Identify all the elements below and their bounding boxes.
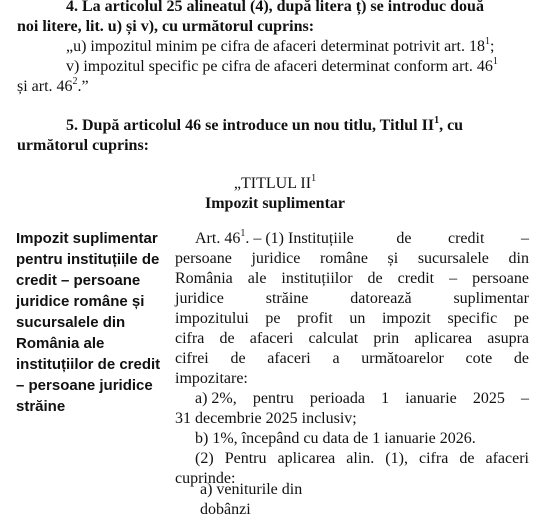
article-word: impozit [381,310,431,327]
letter-u-text: „u) impozitul minim pe cifra de afaceri determinat potrivit art. 18 [66,38,485,55]
title-label-sup: 1 [311,172,317,184]
article-word: pe [265,310,281,327]
article-word: 1 [381,390,390,407]
marginal-note-line: – persoane juridice [16,377,153,394]
article-word: instituțiilor [281,270,353,287]
marginal-note-line: credit – persoane [16,272,141,289]
amendment-4-heading-line-1: 4. La articolul 25 alineatul (4), după litera ț) se introduc două [66,0,484,15]
article-word: Pentru [224,450,267,467]
marginal-note-line: România ale [16,335,105,352]
article-word: a [332,350,340,367]
marginal-note-line: pentru instituțiile de [16,251,160,268]
article-word: suplimentar [453,290,529,307]
article-line-1 [195,229,529,249]
article-word: a) 2%, [195,390,237,407]
article-word: credit [448,230,485,247]
article-word: specific [447,310,498,327]
article-word: ale [247,270,267,287]
article-word: și [387,250,399,267]
article-word: aplicarea [277,450,336,467]
article-number-text: Art. 46 [195,230,241,247]
article-word: sucursalele [417,250,489,267]
marginal-note-line: sucursalele din [16,314,126,331]
article-line-3 [175,269,529,289]
article-line-8: impozitare: [175,370,248,387]
article-word: România [175,270,233,287]
amendment-4-letter-u [66,37,494,57]
amendment-5-heading-sup: 1 [434,114,440,126]
article-paragraph-2-continued: cuprinde: [175,470,236,487]
article-word: persoane [175,250,232,267]
article-word: juridice [251,250,301,267]
article-word: de [367,270,383,287]
article-word: afaceri [267,350,311,367]
article-word: ianuarie [405,390,457,407]
amendment-5-heading-line-2: următorul cuprins: [17,137,149,154]
letter-v-sup: 1 [492,55,498,67]
article-word: de [230,350,246,367]
amendment-5-heading-line-1 [66,116,463,136]
article-word: profit [297,310,333,327]
article-line-7 [175,349,529,369]
letter-v2-text: și art. 46 [17,78,73,95]
article-letter-a [195,389,529,409]
article-word: – [520,230,529,247]
amendment-5-heading-end: , cu [439,117,464,134]
marginal-note-line: Impozit suplimentar [16,230,158,247]
article-word: datorează [350,290,412,307]
letter-v2-end: .” [77,78,89,95]
cut-off-text: a) veniturile din dobânzi [200,481,303,518]
article-word: (1), [385,450,408,467]
article-line-6 [175,329,529,349]
article-word: pe [513,310,529,327]
article-word: impozitului [175,310,249,327]
article-line-5 [175,309,529,329]
letter-v2-sup: 2 [72,75,78,87]
article-paragraph-2 [195,449,529,469]
article-word: cifra [175,330,205,347]
article-word: juridice [175,290,224,307]
marginal-note-line: juridice române și [16,293,145,310]
article-word: – [449,270,458,287]
amendment-4-heading-line-2: noi litere, lit. u) și v), cu următorul cuprins: [17,18,315,35]
article-word: cifra [418,450,449,467]
article-word: pentru [252,390,294,407]
article-word: aplicarea [414,330,473,347]
marginal-note-line: străine [16,398,66,415]
article-word: asupra [487,330,529,347]
title-label [150,174,400,194]
article-word: – [521,390,529,407]
letter-u-end: ; [489,38,495,55]
article-word: de [219,330,235,347]
article-line-2 [175,249,529,269]
article-word: . – (1) Instituțiile [245,230,354,247]
letter-u-sup: 1 [484,35,490,47]
article-word: alin. [346,450,375,467]
article-word: un [349,310,366,327]
article-number-sup: 1 [240,227,246,239]
title-label-text: „TITLUL II [233,175,312,192]
article-word: următoarelor [361,350,444,367]
marginal-note [16,228,176,417]
article-word: credit [397,270,435,287]
article-word: perioada [309,390,365,407]
article-word: române [319,250,368,267]
article-word: afaceri [249,330,294,347]
article-word: de [513,350,529,367]
amendment-5-heading-text: 5. După articolul 46 se introduce un nou titlu, Titlul II [66,117,435,134]
article-word: prin [373,330,400,347]
letter-v-text: v) impozitul specific pe cifra de afaceri determinat conform art. 46 [66,58,493,75]
article-word: afaceri [485,450,529,467]
article-letter-b: b) 1%, începând cu data de 1 ianuarie 2026. [195,430,476,447]
article-word: de [459,450,475,467]
article-word: (2) [195,450,214,467]
title-name: Impozit suplimentar [205,195,345,212]
article-word: cifrei [175,350,209,367]
article-line-4 [175,289,529,309]
article-letter-a-continued: 31 decembrie 2025 inclusiv; [175,410,357,427]
amendment-4-letter-v [66,57,498,77]
article-word: de [396,230,412,247]
article-word: 2025 [472,390,505,407]
amendment-4-letter-v-continued [17,77,89,97]
article-word: cote [465,350,493,367]
article-word: străine [265,290,309,307]
article-word: din [508,250,529,267]
article-number [195,229,354,249]
cut-off-line [200,474,340,518]
marginal-note-line: instituțiilor de credit [16,356,161,373]
article-word: calculat [308,330,359,347]
article-word: persoane [472,270,529,287]
